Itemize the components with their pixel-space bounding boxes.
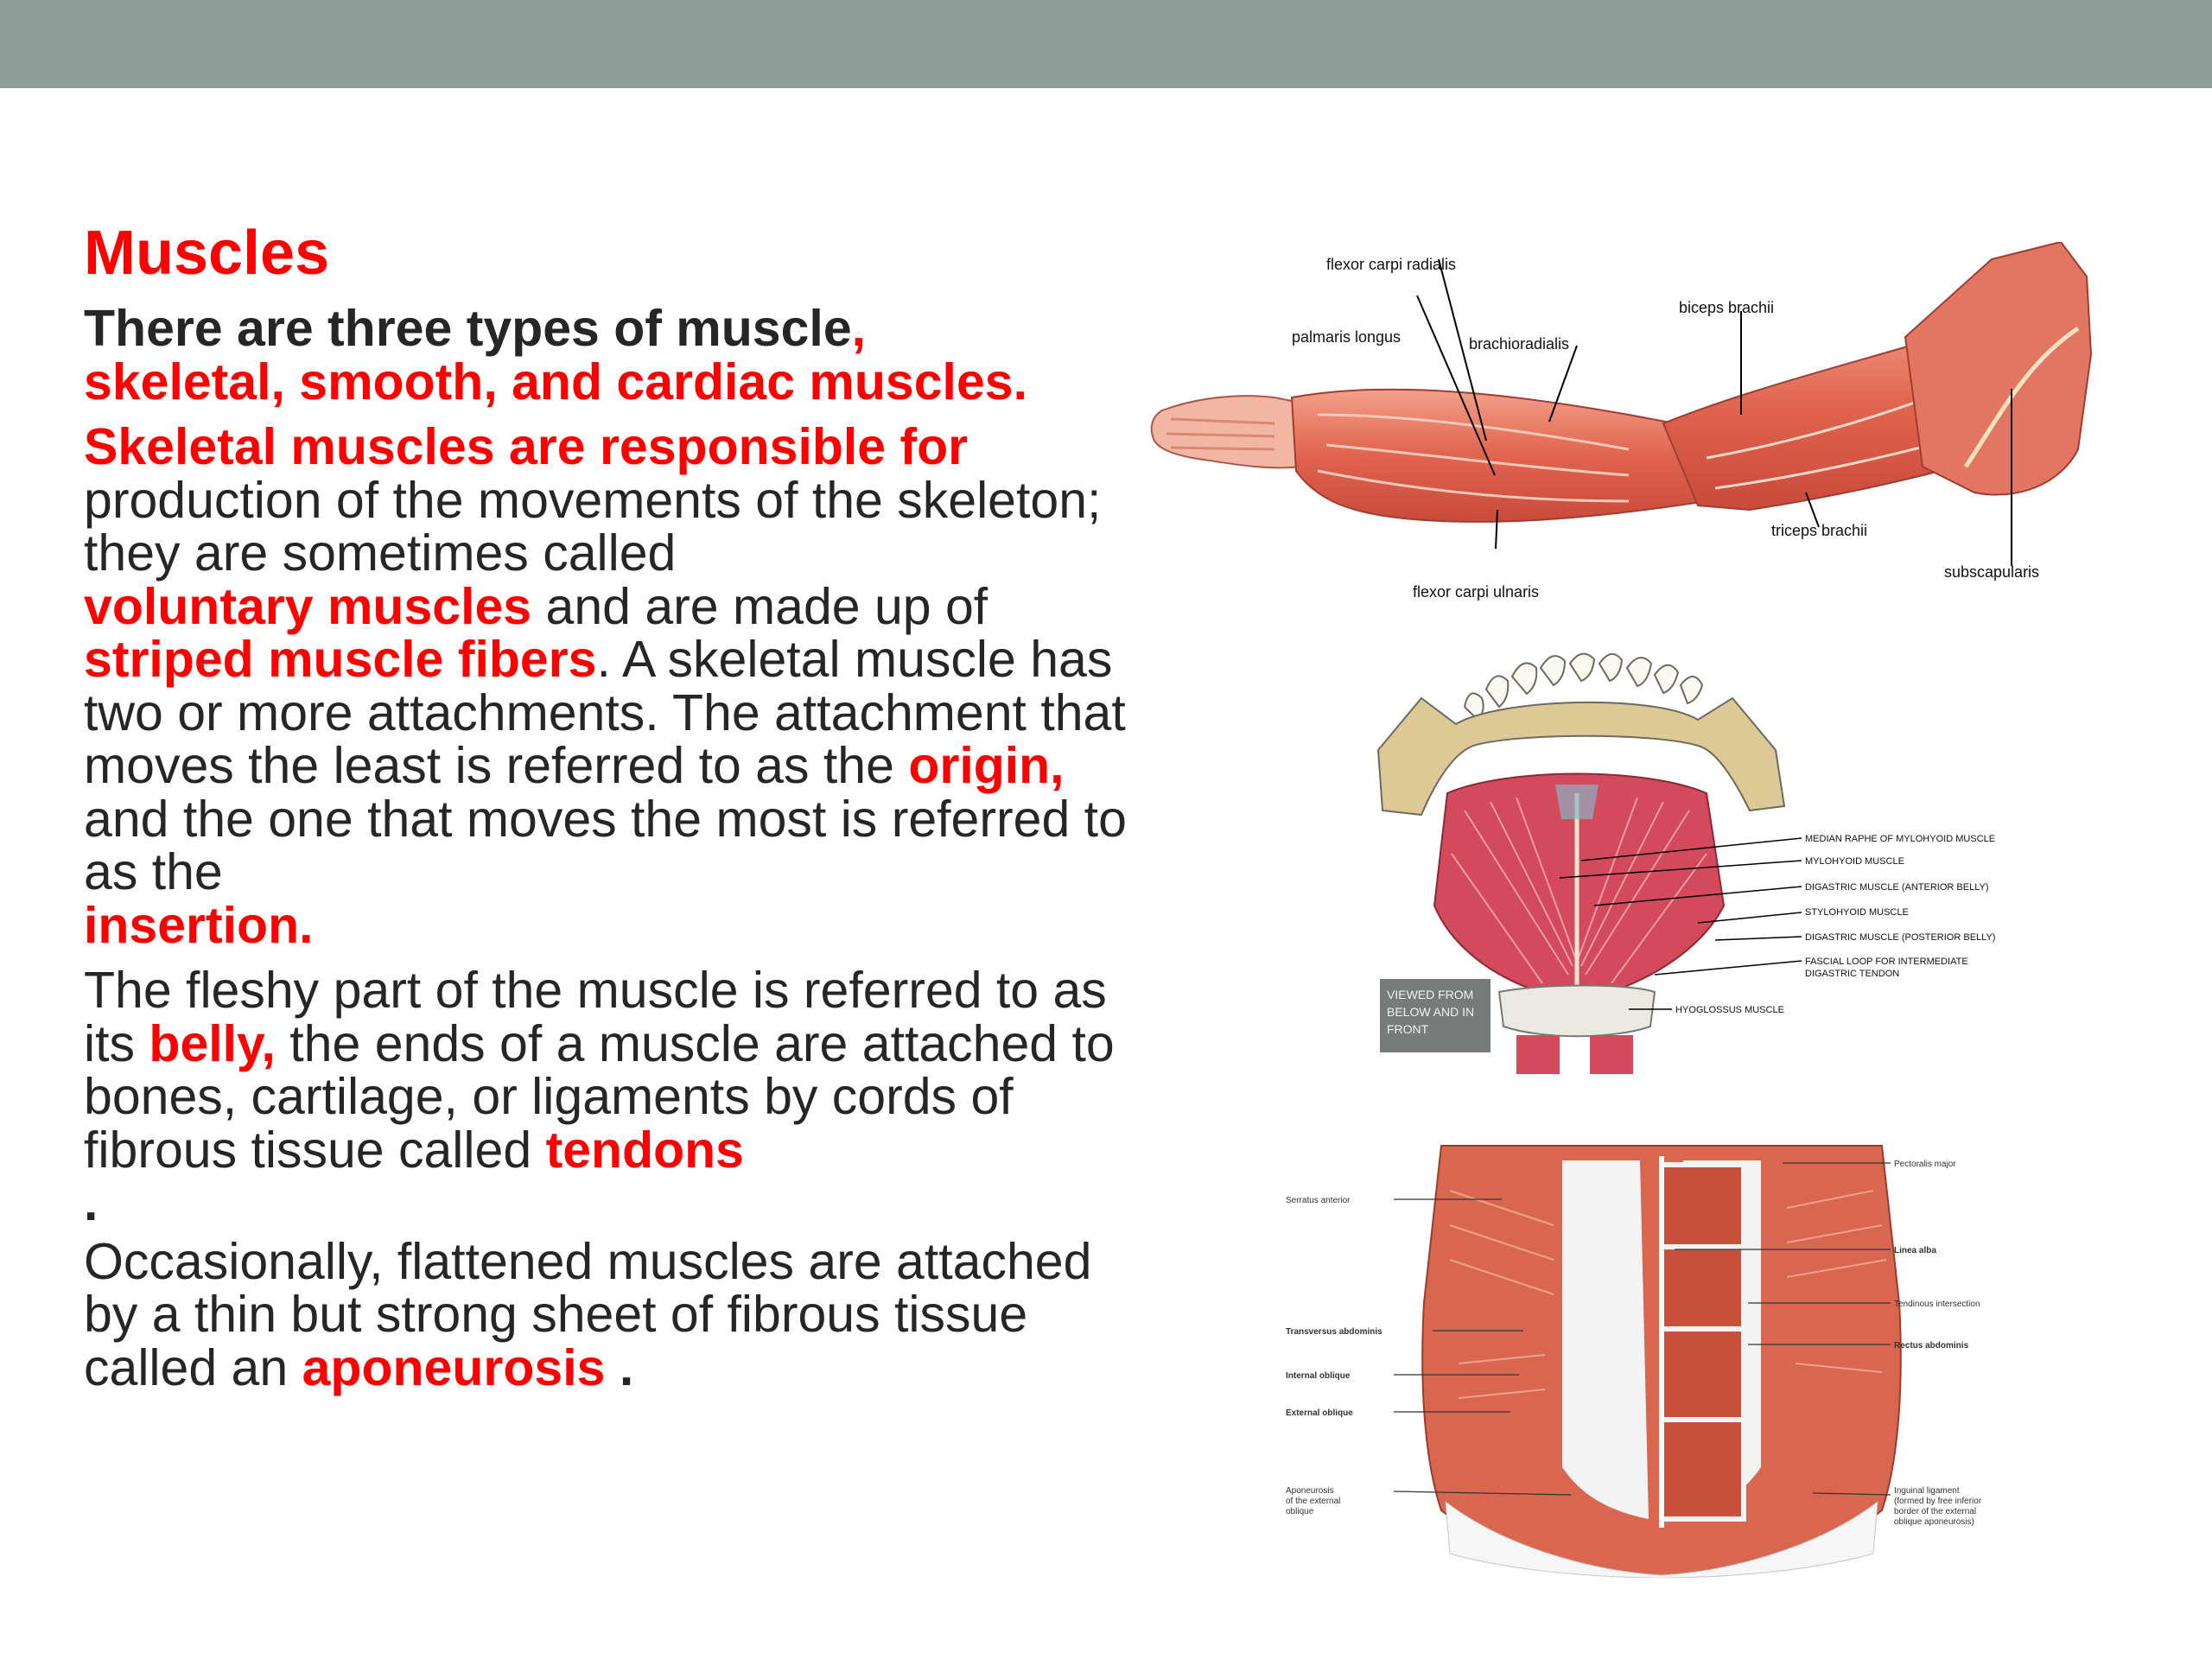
aponeurosis-text: Occasionally, flattened muscles are attached by a thin but strong sheet of fibrous tissue called an [84,1232,1092,1396]
belly-text-1: The fleshy part of the muscle is referred to as its [84,962,1107,1072]
jaw-label-digastric-anterior: DIGASTRIC MUSCLE (ANTERIOR BELLY) [1805,882,1989,893]
slide-text-column [84,216,1147,1395]
aponeurosis-period: . [619,1338,634,1396]
muscle-types-highlight: skeletal, smooth, and cardiac muscles. [84,353,1027,410]
abd-label-inguinal-2: (formed by free inferior [1894,1497,1982,1506]
abdomen-muscles-figure [1277,1139,2046,1578]
jaw-label-fascial-loop: FASCIAL LOOP FOR INTERMEDIATE [1805,957,1968,967]
arm-label-flexor-carpi-radialis: flexor carpi radialis [1326,256,1457,273]
slide-title: Muscles [84,219,330,288]
jaw-inset-line-1: VIEWED FROM [1387,988,1474,1001]
skeletal-paragraph [84,418,1147,954]
abd-label-inguinal-3: border of the external [1894,1507,1977,1516]
skeletal-lead: Skeletal muscles are responsible for [84,418,969,475]
abd-label-inguinal-4: oblique aponeurosis) [1894,1517,1974,1527]
arm-label-brachioradialis: brachioradialis [1469,335,1570,353]
skeletal-text-2: and are made up of [545,577,988,635]
abd-label-inguinal-1: Inguinal ligament [1894,1486,1960,1496]
intro-text: There are three types of muscle [84,300,852,357]
skeletal-text-1: production of the movements of the skeleton; they are sometimes called [84,471,1102,582]
skeletal-text-4: and the one that moves the most is referred to as the [84,790,1127,900]
belly-term: belly, [149,1014,276,1072]
abd-label-linea-alba: Linea alba [1894,1246,1936,1255]
belly-period: . [84,1174,99,1231]
jaw-inset-line-3: FRONT [1387,1022,1429,1036]
jaw-label-mylohyoid: MYLOHYOID MUSCLE [1805,856,1904,867]
arm-label-flexor-carpi-ulnaris: flexor carpi ulnaris [1413,583,1540,601]
intro-comma: , [851,300,867,357]
abd-label-internal-oblique: Internal oblique [1286,1371,1351,1381]
belly-paragraph [84,964,1147,1230]
abd-label-aponeurosis-2: of the external [1286,1497,1341,1506]
arm-muscles-figure [1145,242,2095,613]
abd-label-tendinous-intersection: Tendinous intersection [1894,1300,1980,1309]
belly-text-2: the ends of a muscle are attached to bones, cartilage, or ligaments by cords of fibrous tissue called [84,1014,1115,1179]
arm-label-biceps-brachii: biceps brachii [1679,299,1775,316]
abd-label-external-oblique: External oblique [1286,1408,1353,1418]
tendons-term: tendons [545,1121,744,1179]
jaw-label-stylohyoid: STYLOHYOID MUSCLE [1805,907,1909,918]
abd-label-pectoralis-major: Pectoralis major [1894,1160,1956,1169]
arm-label-triceps-brachii: triceps brachii [1771,522,1868,539]
skeletal-text-3: . A skeletal muscle has two or more attachments. The attachment that moves the least is referred to as the [84,631,1126,794]
abd-label-aponeurosis-3: oblique [1286,1507,1314,1516]
voluntary-muscles-term: voluntary muscles [84,577,532,635]
insertion-term: insertion. [84,896,314,954]
slide-top-bar [0,0,2212,88]
jaw-label-digastric-posterior: DIGASTRIC MUSCLE (POSTERIOR BELLY) [1805,932,1996,943]
abd-label-transversus-abdominis: Transversus abdominis [1286,1327,1382,1337]
abd-label-serratus-anterior: Serratus anterior [1286,1196,1351,1205]
jaw-muscles-figure [1370,646,2018,1078]
abd-label-aponeurosis-1: Aponeurosis [1286,1486,1334,1496]
origin-term: origin, [908,737,1065,794]
striped-fibers-term: striped muscle fibers [84,631,597,688]
jaw-inset-line-2: BELOW AND IN [1387,1005,1475,1019]
abd-label-rectus-abdominis: Rectus abdominis [1894,1341,1969,1351]
jaw-label-median-raphe: MEDIAN RAPHE OF MYLOHYOID MUSCLE [1805,834,1996,844]
jaw-label-digastric-tendon: DIGASTRIC TENDON [1805,969,1900,979]
aponeurosis-term: aponeurosis [302,1338,606,1396]
intro-paragraph [84,302,1147,409]
jaw-label-hyoglossus: HYOGLOSSUS MUSCLE [1675,1005,1784,1015]
aponeurosis-paragraph [84,1232,1147,1396]
arm-label-subscapularis: subscapularis [1944,563,2040,581]
arm-label-palmaris-longus: palmaris longus [1292,328,1402,346]
